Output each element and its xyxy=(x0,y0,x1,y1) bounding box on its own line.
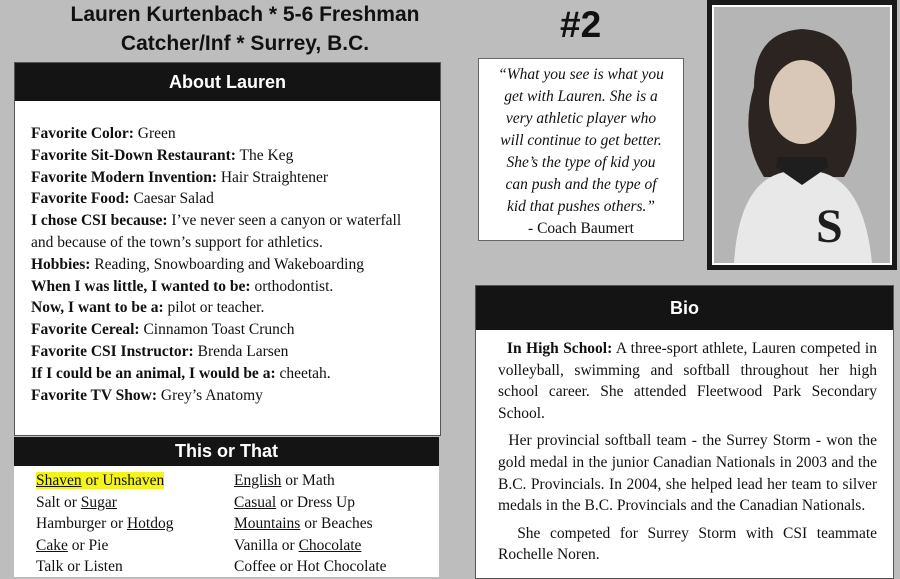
this-or-that-pair xyxy=(234,494,355,511)
about-title: About Lauren xyxy=(15,63,440,101)
quote-line: kid that pushes others.” xyxy=(506,198,656,215)
bio-paragraph-provincial xyxy=(498,430,877,516)
favorite-label: When I was little, I wanted to be: xyxy=(31,277,251,295)
option-b: Sugar xyxy=(80,493,117,511)
this-or-that-item xyxy=(36,492,234,514)
option-a: Shaven xyxy=(36,472,82,489)
favorite-item xyxy=(31,385,426,407)
option-joiner: or xyxy=(106,515,127,533)
favorite-label: Hobbies: xyxy=(31,255,91,273)
favorite-label: Favorite Cereal: xyxy=(31,321,140,339)
favorite-value: Caesar Salad xyxy=(129,190,214,208)
jersey-number: #2 xyxy=(560,4,602,45)
this-or-that-pair xyxy=(36,537,108,554)
favorite-label: Now, I want to be a: xyxy=(31,299,164,317)
option-joiner: or xyxy=(63,558,84,576)
this-or-that-item xyxy=(234,513,434,535)
favorite-value: The Keg xyxy=(235,146,294,164)
favorite-label: If I could be an animal, I would be a: xyxy=(31,364,276,382)
favorite-value: orthodontist. xyxy=(250,277,334,295)
option-a: English xyxy=(234,472,282,489)
player-photo-image xyxy=(712,5,892,265)
favorite-item xyxy=(31,123,426,145)
player-header xyxy=(10,0,480,58)
quote-text xyxy=(479,64,683,218)
favorite-item xyxy=(31,341,426,363)
this-or-that-item xyxy=(234,492,434,514)
player-name-line: Lauren Kurtenbach * 5-6 Freshman xyxy=(70,3,420,26)
option-a: Vanilla xyxy=(234,536,278,554)
favorite-label: Favorite Food: xyxy=(31,190,130,208)
favorite-value: Grey’s Anatomy xyxy=(157,386,263,404)
option-b: Math xyxy=(302,472,335,489)
option-joiner: or xyxy=(67,536,89,554)
favorite-label: Favorite TV Show: xyxy=(31,386,158,404)
bio-title: Bio xyxy=(476,286,893,330)
favorite-item xyxy=(31,188,426,210)
option-a: Salt xyxy=(36,493,61,511)
option-b: Hot Chocolate xyxy=(296,558,387,576)
option-joiner: or xyxy=(275,558,297,576)
quote-line: “What you see is what you xyxy=(498,66,664,83)
option-a: Casual xyxy=(234,493,277,511)
bio-paragraph-high-school xyxy=(498,338,877,424)
favorite-item xyxy=(31,254,426,276)
option-joiner: or xyxy=(81,472,103,489)
this-or-that-item xyxy=(234,556,434,578)
favorite-item xyxy=(31,210,426,254)
favorite-item xyxy=(31,363,426,385)
bio-paragraph-teammate xyxy=(498,523,877,566)
this-or-that-panel xyxy=(14,437,439,577)
this-or-that-item xyxy=(36,535,234,557)
option-joiner: or xyxy=(281,472,303,489)
favorite-value: Brenda Larsen xyxy=(193,342,289,360)
this-or-that-item xyxy=(36,556,234,578)
favorite-item xyxy=(31,276,426,298)
option-joiner: or xyxy=(277,536,299,554)
bio-provincial-text: Her provincial softball team - the Surrey Storm - won the gold medal in the junior Canadian Nationals in 2003 and the B.C. Provincials. In 2004, she helped lead her team to silver medals in the B.C. Provincials and the Canadian Nationals. xyxy=(498,432,878,515)
this-or-that-pair xyxy=(234,515,373,532)
quote-line: She’s the type of kid you xyxy=(506,154,656,171)
favorite-label: I chose CSI because: xyxy=(31,212,168,230)
favorite-item xyxy=(31,167,426,189)
option-b: Chocolate xyxy=(298,536,362,554)
player-photo xyxy=(707,0,897,270)
option-a: Cake xyxy=(36,536,68,554)
quote-attribution: - Coach Baumert xyxy=(528,220,634,237)
this-or-that-pair xyxy=(36,515,173,532)
option-joiner: or xyxy=(300,515,321,533)
favorite-value: Cinnamon Toast Crunch xyxy=(139,321,295,339)
this-or-that-item xyxy=(234,535,434,557)
favorite-item xyxy=(31,319,426,341)
quote-line: will continue to get better. xyxy=(500,132,662,149)
this-or-that-pair xyxy=(234,537,361,554)
bio-teammate-text: She competed for Surrey Storm with CSI teammate Rochelle Noren. xyxy=(498,524,878,564)
favorite-label: Favorite CSI Instructor: xyxy=(31,342,194,360)
option-b: Unshaven xyxy=(102,472,165,489)
quote-line: can push and the type of xyxy=(505,176,657,193)
bio-high-school-text: A three-sport athlete, Lauren competed in volleyball, swimming and softball throughout her high school career. She attended Fleetwood Park Secondary School. xyxy=(498,340,877,422)
this-or-that-item xyxy=(36,470,234,492)
option-a: Coffee xyxy=(234,558,276,576)
option-b: Pie xyxy=(88,536,109,554)
option-b: Listen xyxy=(84,558,123,576)
svg-text:S: S xyxy=(816,200,843,253)
player-position-line: Catcher/Inf * Surrey, B.C. xyxy=(120,32,370,55)
this-or-that-pair xyxy=(36,494,117,511)
favorite-value: Reading, Snowboarding and Wakeboarding xyxy=(90,255,364,273)
option-b: Dress Up xyxy=(296,493,355,511)
bio-panel xyxy=(475,285,894,579)
this-or-that-grid xyxy=(14,466,439,578)
favorite-label: Favorite Color: xyxy=(31,125,134,142)
favorite-value: I’ve never seen a canyon or waterfall and because of the town’s support for athletics. xyxy=(31,212,402,251)
about-panel xyxy=(14,62,441,436)
favorites-list xyxy=(15,123,440,406)
favorite-value: pilot or teacher. xyxy=(163,299,265,317)
this-or-that-title: This or That xyxy=(14,437,439,466)
option-b: Beaches xyxy=(320,515,373,533)
option-a: Hamburger xyxy=(36,515,107,533)
coach-quote xyxy=(478,58,684,241)
option-a: Mountains xyxy=(234,515,301,533)
option-joiner: or xyxy=(276,493,297,511)
bio-high-school-label: In High School: xyxy=(506,340,613,357)
favorite-label: Favorite Modern Invention: xyxy=(31,168,217,186)
favorite-value: Hair Straightener xyxy=(216,168,329,186)
quote-line: very athletic player who xyxy=(505,110,657,127)
quote-line: get with Lauren. She is a xyxy=(504,88,658,105)
portrait-illustration xyxy=(714,7,890,263)
this-or-that-item xyxy=(234,470,434,492)
option-joiner: or xyxy=(60,493,81,511)
favorite-value: cheetah. xyxy=(275,364,331,382)
favorite-value: Green xyxy=(133,125,176,142)
option-b: Hotdog xyxy=(126,515,174,533)
this-or-that-item xyxy=(36,513,234,535)
favorite-label: Favorite Sit-Down Restaurant: xyxy=(31,146,236,164)
this-or-that-pair xyxy=(36,472,164,489)
favorite-item xyxy=(31,297,426,319)
option-a: Talk xyxy=(36,558,64,576)
favorite-item xyxy=(31,145,426,167)
bio-text xyxy=(476,330,893,566)
this-or-that-pair xyxy=(234,472,335,489)
